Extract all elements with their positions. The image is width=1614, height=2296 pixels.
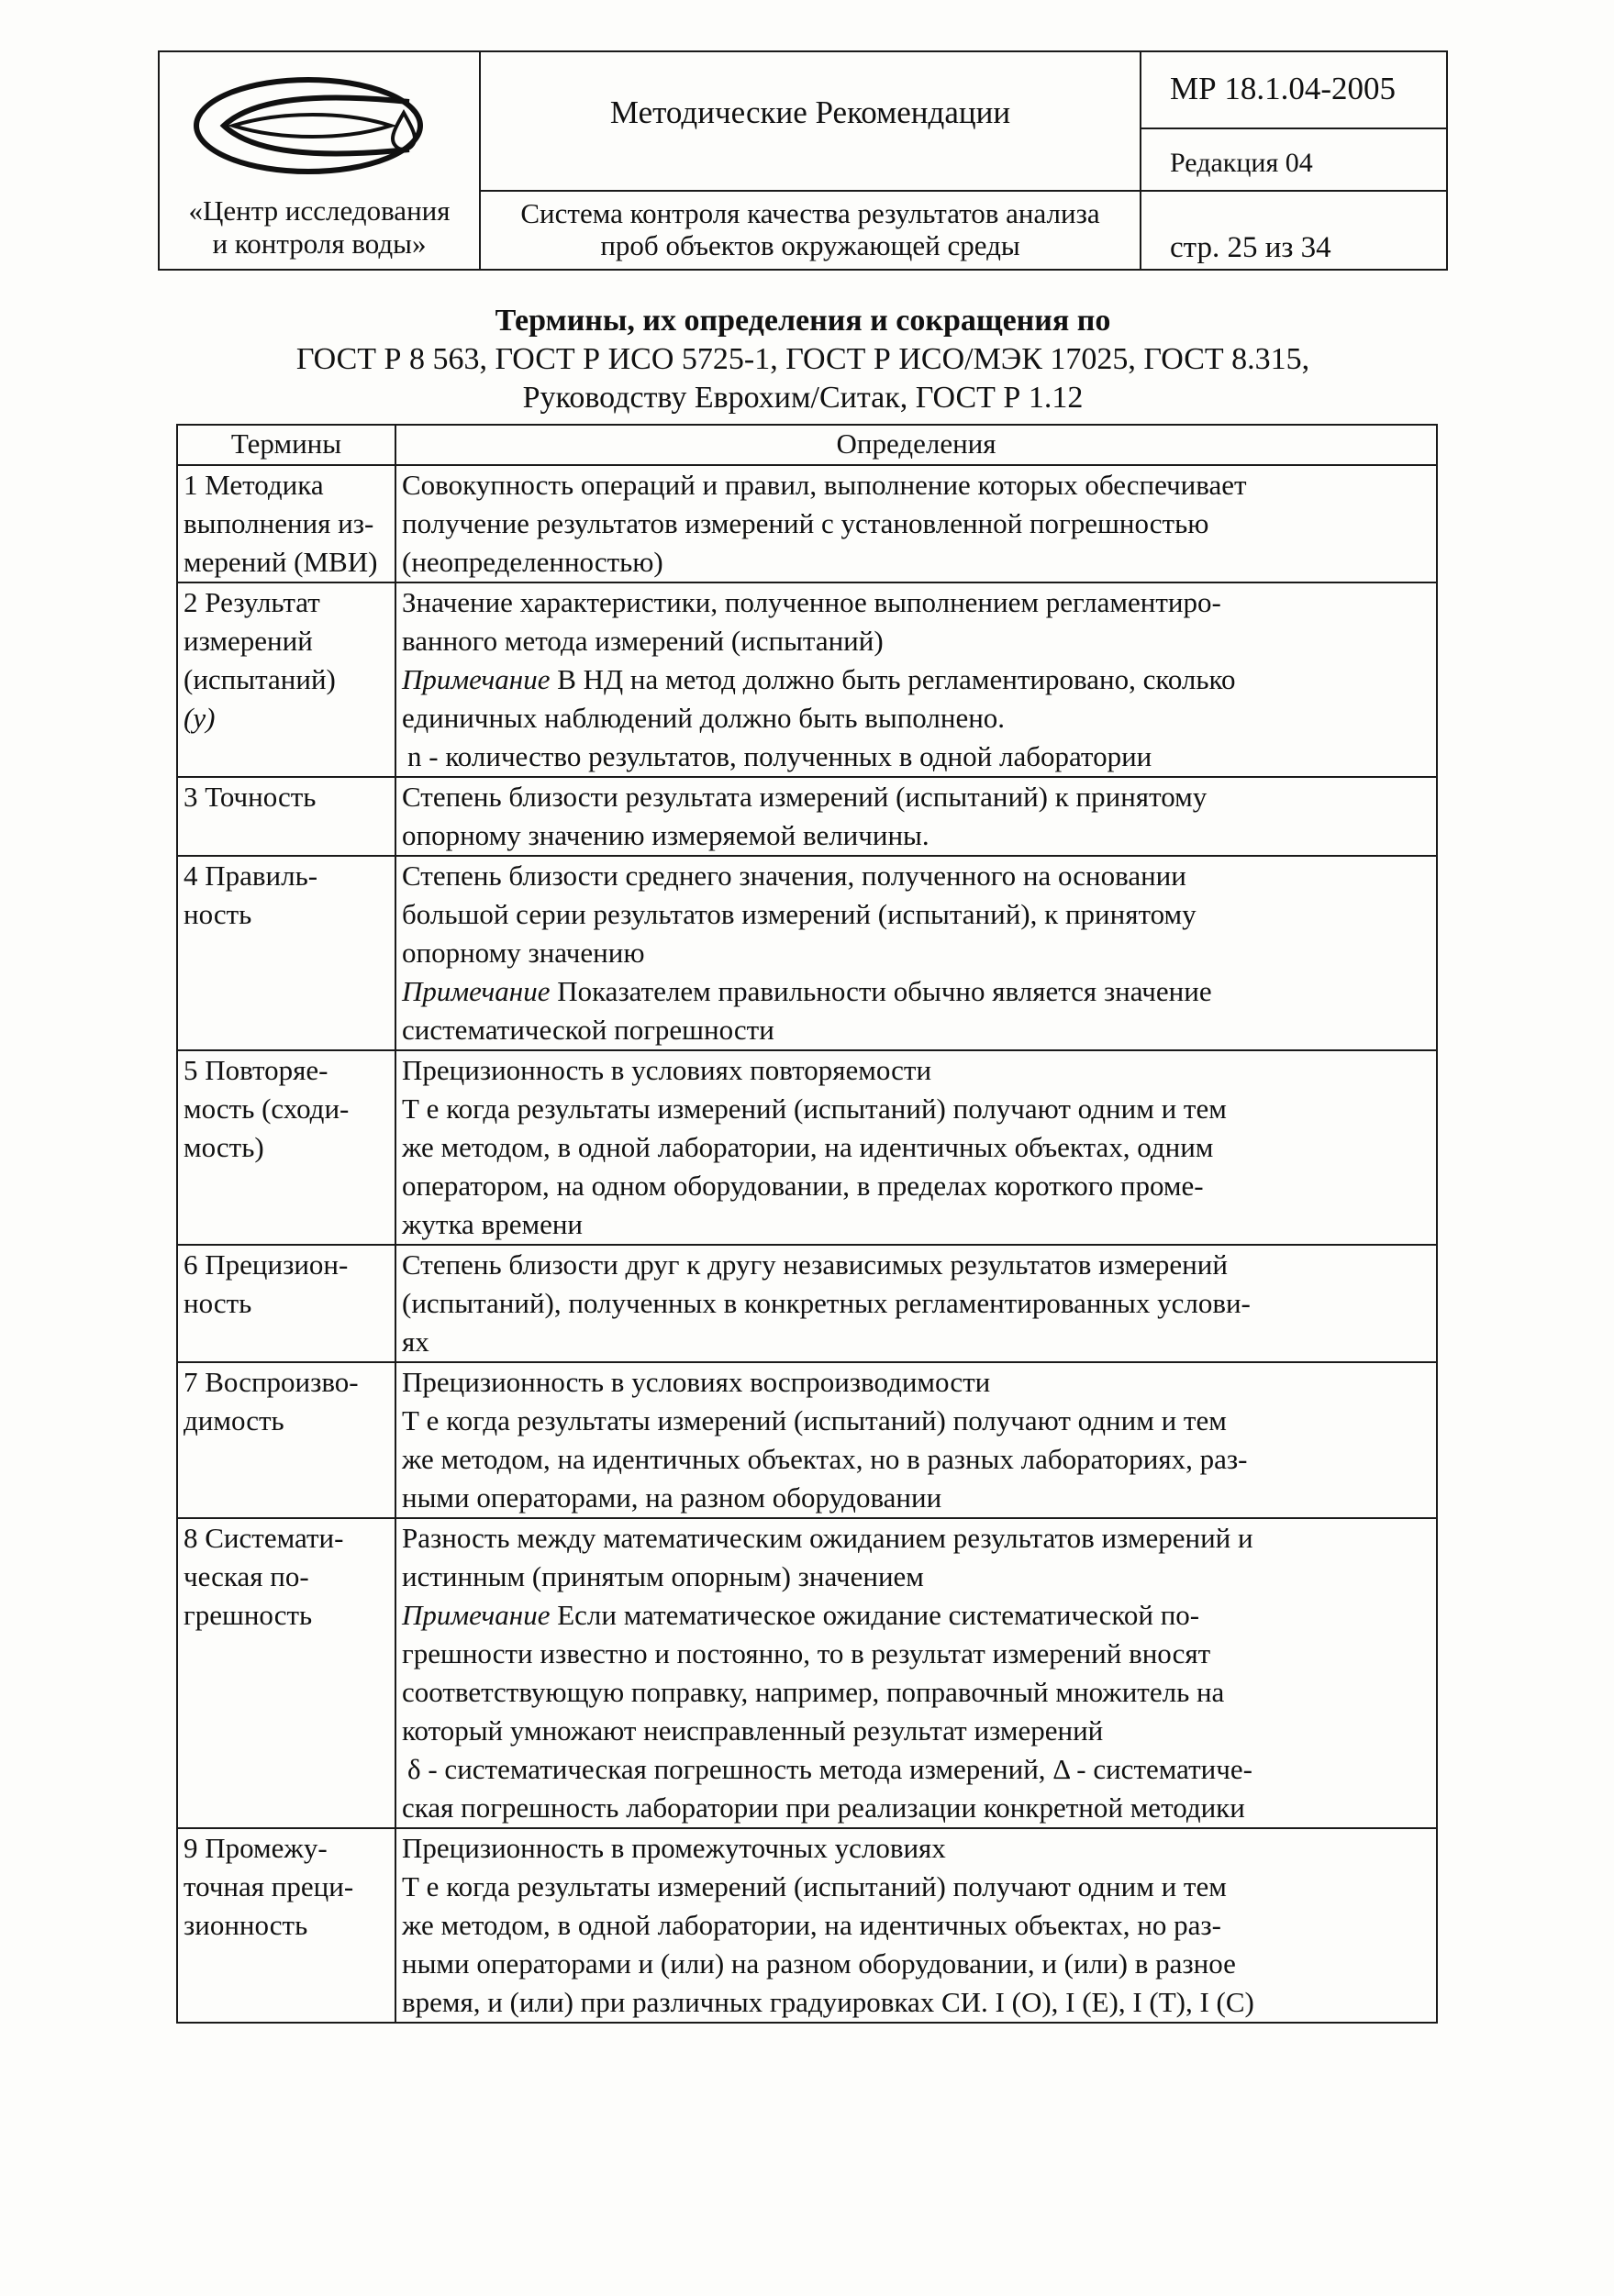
note-line bbox=[402, 660, 1430, 699]
table-header-row bbox=[177, 425, 1437, 465]
term-cell bbox=[177, 1245, 395, 1362]
term-line: мость) bbox=[184, 1131, 264, 1163]
term-line: измерений bbox=[184, 625, 313, 657]
term-line: ность bbox=[184, 898, 252, 930]
document-header bbox=[158, 50, 1448, 271]
note-text: Если математическое ожидание систематической по- bbox=[550, 1599, 1200, 1631]
note-text: Показателем правильности обычно является значение bbox=[550, 975, 1212, 1007]
page-title: Термины, их определения и сокращения по bbox=[495, 304, 1111, 338]
document-revision: Редакция 04 bbox=[1170, 148, 1313, 178]
term-line: димость bbox=[184, 1404, 284, 1436]
definition-cell bbox=[395, 1828, 1437, 2023]
term-line: выполнения из- bbox=[184, 507, 374, 539]
note-line bbox=[402, 1596, 1430, 1635]
definition-line: Степень близости среднего значения, полученного на основании bbox=[402, 860, 1186, 892]
term-cell bbox=[177, 856, 395, 1050]
document-system-line: проб объектов окружающей среды bbox=[600, 229, 1020, 261]
definition-line: жутка времени bbox=[402, 1208, 584, 1240]
term-line: ность bbox=[184, 1287, 252, 1319]
table-row bbox=[177, 1050, 1437, 1245]
term-line: ческая по- bbox=[184, 1560, 309, 1592]
definition-line: ванного метода измерений (испытаний) bbox=[402, 625, 884, 657]
table-row bbox=[177, 1362, 1437, 1518]
term-line: мость (сходи- bbox=[184, 1093, 350, 1125]
definition-cell bbox=[395, 777, 1437, 856]
definition-line: ными операторами и (или) на разном оборудовании, и (или) в разное bbox=[402, 1947, 1236, 1980]
definition-line: Т е когда результаты измерений (испытаний) получают одним и тем bbox=[402, 1404, 1227, 1436]
table-row bbox=[177, 582, 1437, 777]
term-line: 5 Повторяе- bbox=[184, 1054, 328, 1086]
term-line: 2 Результат bbox=[184, 586, 320, 618]
definition-line: опорному значению измеряемой величины. bbox=[402, 819, 929, 851]
term-line: 3 Точность bbox=[184, 781, 317, 813]
note-line: соответствующую поправку, например, поправочный множитель на bbox=[402, 1676, 1225, 1708]
definition-line: Разность между математическим ожиданием результатов измерений и bbox=[402, 1522, 1253, 1554]
term-cell bbox=[177, 582, 395, 777]
definition-line: δ - систематическая погрешность метода измерений, Δ - систематиче- bbox=[407, 1753, 1252, 1785]
definition-line: Т е когда результаты измерений (испытаний) получают одним и тем bbox=[402, 1093, 1227, 1125]
definition-line: Степень близости друг к другу независимых результатов измерений bbox=[402, 1248, 1228, 1281]
definition-line: же методом, в одной лаборатории, на идентичных объектах, но раз- bbox=[402, 1909, 1221, 1941]
column-header-terms: Термины bbox=[177, 425, 395, 465]
definition-line: оператором, на одном оборудовании, в пределах короткого проме- bbox=[402, 1170, 1204, 1202]
definition-line: время, и (или) при различных градуировках СИ. I (O), I (E), I (T), I (C) bbox=[402, 1986, 1254, 2018]
term-line: (y) bbox=[184, 702, 216, 734]
note-line bbox=[402, 972, 1430, 1011]
organization-name bbox=[160, 194, 479, 261]
term-line: грешность bbox=[184, 1599, 313, 1631]
note-line: систематической погрешности bbox=[402, 1014, 774, 1046]
page-subtitle: ГОСТ Р 8 563, ГОСТ Р ИСО 5725-1, ГОСТ Р ИСО/МЭК 17025, ГОСТ 8.315, bbox=[295, 342, 1310, 376]
water-drop-logo-icon bbox=[180, 65, 455, 184]
definition-line: ными операторами, на разном оборудовании bbox=[402, 1481, 942, 1514]
definition-line: ская погрешность лаборатории при реализации конкретной методики bbox=[402, 1791, 1245, 1824]
table-row bbox=[177, 856, 1437, 1050]
definition-line: же методом, в одной лаборатории, на идентичных объектах, одним bbox=[402, 1131, 1214, 1163]
term-line: 9 Промежу- bbox=[184, 1832, 328, 1864]
organization-line: «Центр исследования bbox=[188, 194, 451, 227]
note-line: грешности известно и постоянно, то в результат измерений вносят bbox=[402, 1637, 1211, 1669]
page-subtitle: Руководству Еврохим/Ситак, ГОСТ Р 1.12 bbox=[522, 381, 1084, 415]
term-line: 6 Прецизион- bbox=[184, 1248, 349, 1281]
term-cell bbox=[177, 777, 395, 856]
term-line: 8 Системати- bbox=[184, 1522, 344, 1554]
table-row bbox=[177, 1245, 1437, 1362]
definition-line: Прецизионность в условиях воспроизводимости bbox=[402, 1366, 991, 1398]
note-text: В НД на метод должно быть регламентировано, сколько bbox=[550, 663, 1236, 695]
page-number: стр. 25 из 34 bbox=[1170, 231, 1331, 264]
header-divider bbox=[479, 190, 1446, 192]
note-line: единичных наблюдений должно быть выполнено. bbox=[402, 702, 1006, 734]
definition-cell bbox=[395, 856, 1437, 1050]
note-label: Примечание bbox=[402, 975, 551, 1007]
definition-line: Прецизионность в условиях повторяемости bbox=[402, 1054, 932, 1086]
definition-line: ях bbox=[402, 1325, 429, 1358]
definition-cell bbox=[395, 1518, 1437, 1828]
note-label: Примечание bbox=[402, 1599, 551, 1631]
definition-line: n - количество результатов, полученных в одной лаборатории bbox=[407, 740, 1152, 772]
definition-line: же методом, на идентичных объектах, но в разных лабораториях, раз- bbox=[402, 1443, 1248, 1475]
definition-cell bbox=[395, 582, 1437, 777]
column-header-definitions: Определения bbox=[395, 425, 1437, 465]
term-cell bbox=[177, 1050, 395, 1245]
document-system-line: Система контроля качества результатов анализа bbox=[520, 197, 1100, 229]
organization-line: и контроля воды» bbox=[212, 227, 427, 260]
definition-line: Прецизионность в промежуточных условиях bbox=[402, 1832, 946, 1864]
definition-cell bbox=[395, 465, 1437, 582]
term-cell bbox=[177, 1828, 395, 2023]
note-label: Примечание bbox=[402, 663, 551, 695]
definition-line: Степень близости результата измерений (испытаний) к принятому bbox=[402, 781, 1208, 813]
term-line: зионность bbox=[184, 1909, 308, 1941]
term-line: 1 Методика bbox=[184, 469, 324, 501]
table-row bbox=[177, 1518, 1437, 1828]
definition-line: опорному значению bbox=[402, 937, 645, 969]
table-row bbox=[177, 465, 1437, 582]
document-code: МР 18.1.04-2005 bbox=[1170, 71, 1396, 106]
note-line: который умножают неисправленный результат измерений bbox=[402, 1714, 1104, 1747]
table-row bbox=[177, 1828, 1437, 2023]
document-type: Методические Рекомендации bbox=[609, 94, 1011, 130]
terms-table bbox=[176, 424, 1438, 2024]
term-cell bbox=[177, 465, 395, 582]
definition-line: (неопределенностью) bbox=[402, 546, 663, 578]
term-line: 7 Воспроизво- bbox=[184, 1366, 359, 1398]
term-line: мерений (МВИ) bbox=[184, 546, 378, 578]
term-cell bbox=[177, 1518, 395, 1828]
definition-line: получение результатов измерений с установленной погрешностью bbox=[402, 507, 1209, 539]
term-line: (испытаний) bbox=[184, 663, 336, 695]
term-cell bbox=[177, 1362, 395, 1518]
definition-line: Значение характеристики, полученное выполнением регламентиро- bbox=[402, 586, 1221, 618]
header-divider bbox=[1140, 128, 1446, 129]
definition-cell bbox=[395, 1050, 1437, 1245]
definition-line: (испытаний), полученных в конкретных регламентированных услови- bbox=[402, 1287, 1251, 1319]
definition-cell bbox=[395, 1362, 1437, 1518]
definition-line: Т е когда результаты измерений (испытаний) получают одним и тем bbox=[402, 1870, 1227, 1902]
definition-cell bbox=[395, 1245, 1437, 1362]
definition-line: большой серии результатов измерений (испытаний), к принятому bbox=[402, 898, 1197, 930]
table-row bbox=[177, 777, 1437, 856]
document-system bbox=[479, 197, 1141, 261]
term-line: точная преци- bbox=[184, 1870, 354, 1902]
term-line: 4 Правиль- bbox=[184, 860, 318, 892]
definition-line: Совокупность операций и правил, выполнение которых обеспечивает bbox=[402, 469, 1247, 501]
definition-line: истинным (принятым опорным) значением bbox=[402, 1560, 924, 1592]
